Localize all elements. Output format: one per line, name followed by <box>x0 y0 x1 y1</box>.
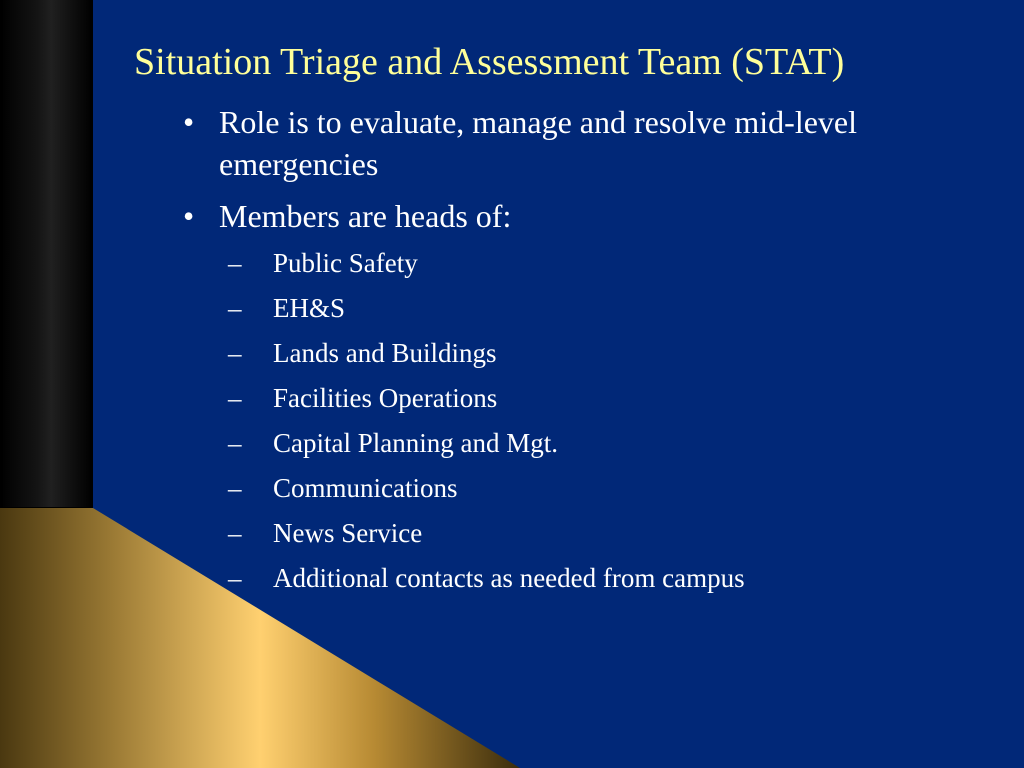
sub-item-text: Facilities Operations <box>273 383 498 413</box>
dash-marker: – <box>228 518 242 548</box>
bullet-marker: • <box>183 198 195 234</box>
sub-item-text: Communications <box>273 473 458 503</box>
sub-item-additional-contacts <box>228 556 1018 601</box>
bullet-list <box>183 101 1018 611</box>
sub-item-text: Additional contacts as needed from campus <box>273 563 745 593</box>
bullet-text: Role is to evaluate, manage and resolve mid-level emergencies <box>219 104 857 182</box>
dash-marker: – <box>228 428 242 458</box>
sub-item-communications <box>228 466 1018 511</box>
dash-marker: – <box>228 338 242 368</box>
bullet-text: Members are heads of: <box>219 198 512 234</box>
sub-item-text: News Service <box>273 518 423 548</box>
sub-item-news-service <box>228 511 1018 556</box>
dash-marker: – <box>228 473 242 503</box>
sub-item-lands-buildings <box>228 331 1018 376</box>
sub-item-public-safety <box>228 241 1018 286</box>
sub-item-capital-planning <box>228 421 1018 466</box>
bullet-item-role <box>183 101 1018 185</box>
dash-marker: – <box>228 383 242 413</box>
bullet-item-members <box>183 195 1018 601</box>
sub-item-ehs <box>228 286 1018 331</box>
sub-item-facilities-operations <box>228 376 1018 421</box>
dash-marker: – <box>228 248 242 278</box>
members-sub-list <box>219 241 1018 601</box>
sub-item-text: Lands and Buildings <box>273 338 497 368</box>
slide-title: Situation Triage and Assessment Team (STAT) <box>134 41 845 83</box>
dash-marker: – <box>228 293 242 323</box>
dash-marker: – <box>228 563 242 593</box>
sub-item-text: EH&S <box>273 293 346 323</box>
bullet-marker: • <box>183 104 195 140</box>
sub-item-text: Capital Planning and Mgt. <box>273 428 558 458</box>
sub-item-text: Public Safety <box>273 248 418 278</box>
